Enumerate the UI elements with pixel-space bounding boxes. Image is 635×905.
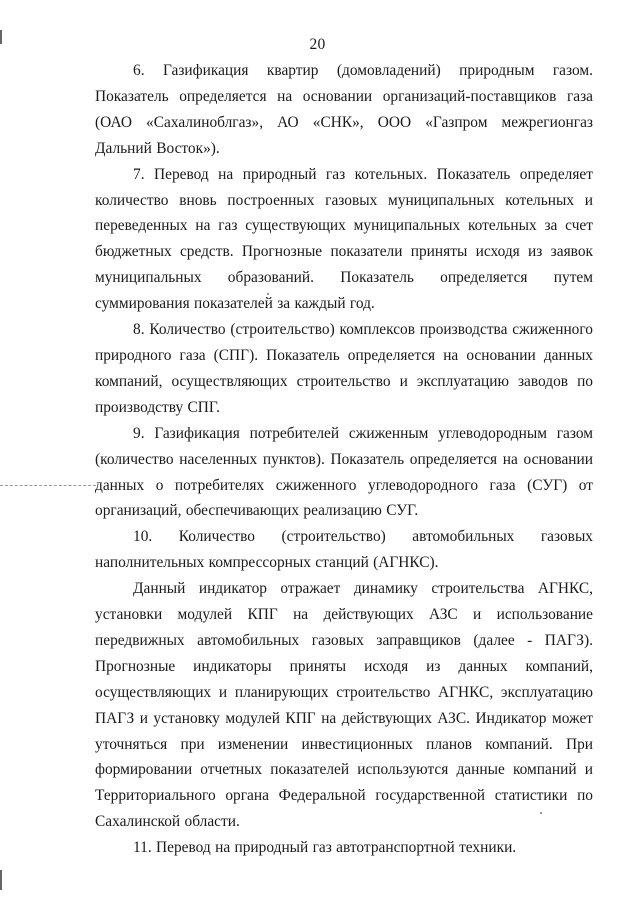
paragraph-item-9: 9. Газификация потребителей сжиженным углеводородным газом (количество населенных пунктов). Показатель определяется на основании данных о потребителях сжиженного углеводородного газа (СУГ) от организаций, обеспечивающих реализацию СУГ.	[95, 424, 593, 520]
scan-edge-mark	[0, 870, 2, 890]
page-number: 20	[309, 36, 326, 53]
paragraph-item-8: 8. Количество (строительство) комплексов производства сжиженного природного газа (СПГ). Показатель определяется на основании данных компаний, осуществляющих строительство и эксплуатацию заводов по производству СПГ.	[95, 321, 593, 416]
paragraph-item-11: 11. Перевод на природный газ автотранспортной техники.	[133, 839, 517, 857]
paragraph-item-6: 6. Газификация квартир (домовладений) природным газом. Показатель определяется на основании организаций-поставщиков газа (ОАО «Сахалиноблгаз», АО «СНК», ООО «Газпром межрегионгаз Дальний Восток»).	[95, 62, 593, 157]
paragraph-indicator-description: Данный индикатор отражает динамику строительства АГНКС, установки модулей КПГ на действующих АЗС и использование передвижных автомобильных газовых заправщиков (далее - ПАГЗ). Прогнозные индикаторы приняты исходя из данных компаний, осуществляющих и планирующих строительство АГНКС, эксплуатацию ПАГЗ и установку модулей КПГ на действующих АЗС. Индикатор может уточняться при изменении инвестиционных планов компаний. При формировании отчетных показателей используются данные компаний и Территориального органа Федеральной государственной статистики по Сахалинской области.	[95, 580, 593, 831]
paragraph-item-10: 10. Количество (строительство) автомобильных газовых наполнительных компрессорных станций (АГНКС).	[95, 528, 593, 572]
page-body	[95, 58, 593, 861]
paragraph-item-7: 7. Перевод на природный газ котельных. Показатель определяет количество вновь построенных газовых муниципальных котельных и переведенных на газ существующих муниципальных котельных за счет бюджетных средств. Прогнозные показатели приняты исходя из заявок муниципальных образований. Показатель определяется путем суммирования показателей за каждый год.	[95, 165, 593, 313]
scan-artifact-dashes	[0, 485, 96, 488]
